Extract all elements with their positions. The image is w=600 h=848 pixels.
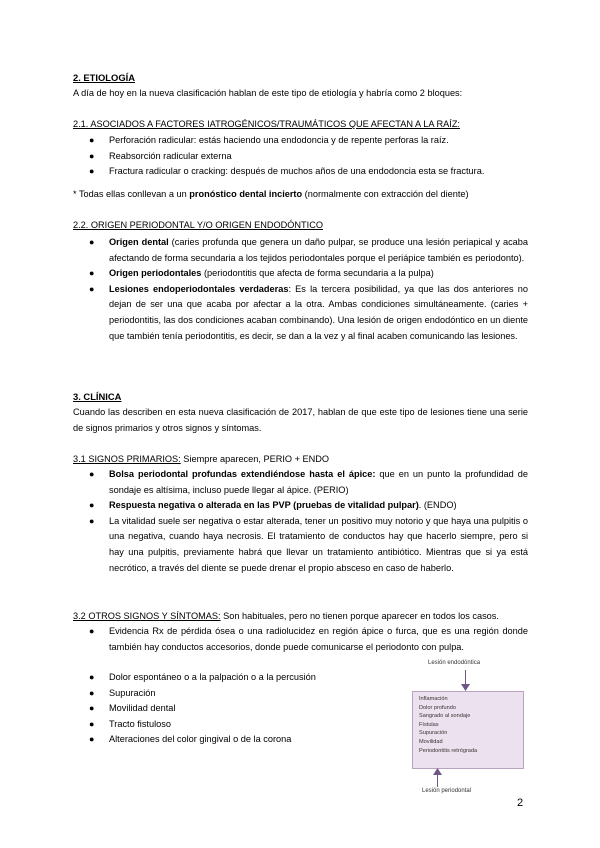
diagram-item: Supuración bbox=[419, 730, 448, 737]
list-item: ● Lesiones endoperiodontales verdaderas: Es la tercera posibilidad, ya que las dos anteriores no dejan de ser una que acaba por afectar a la otra. Ambas condiciones simultáneamente. (caries + periodontitis, las dos condiciones acaban combinando). Una lesión de origen endodóntico en un diente que también tenía periodontitis, es decir, se dan a la vez y al final acaben comunicando las lesiones. bbox=[89, 283, 528, 341]
section-3-2-list-rest bbox=[73, 670, 403, 748]
section-3-title: 3. CLÍNICA bbox=[73, 391, 122, 402]
bullet-icon: ● bbox=[89, 135, 95, 145]
section-3-intro: Cuando las describen en esta nueva clasificación de 2017, hablan de que este tipo de lesiones tiene una serie de signos primarios y otros signos y síntomas. bbox=[73, 407, 528, 433]
section-2-intro: A día de hoy en la nueva clasificación hablan de este tipo de etiología y habría como 2 bloques: bbox=[73, 88, 463, 98]
diagram-item: Movilidad bbox=[419, 738, 443, 745]
list-item: ● Origen dental (caries profunda que genera un daño pulpar, se produce una lesión periapical y acaba afectando de forma secundaria a los tejidos periodontales porque el periápice también es periodonto). bbox=[89, 237, 528, 263]
list-item: ● Dolor espontáneo o a la palpación o a la percusión bbox=[73, 670, 403, 686]
list-item: ● Respuesta negativa o alterada en las PVP (pruebas de vitalidad pulpar). (ENDO) bbox=[73, 498, 528, 514]
bullet-icon: ● bbox=[89, 283, 95, 294]
diagram-item: Inflamación bbox=[419, 696, 448, 702]
page-number: 2 bbox=[517, 797, 524, 809]
list-item: ● Fractura radicular o cracking: después de muchos años de una endodoncia esta se fractura. bbox=[73, 164, 528, 180]
list-item: ● Origen periodontales (periodontitis que afecta de forma secundaria a la pulpa) bbox=[73, 266, 528, 282]
bullet-icon: ● bbox=[89, 150, 95, 161]
bullet-icon: ● bbox=[89, 734, 95, 745]
section-2-1-note: * Todas ellas conllevan a un pronóstico dental incierto (normalmente con extracción del diente) bbox=[73, 189, 469, 199]
list-item: ● Tracto fistuloso bbox=[73, 717, 403, 733]
bullet-icon: ● bbox=[89, 166, 95, 177]
section-2-1-list bbox=[73, 133, 528, 180]
bullet-icon: ● bbox=[89, 626, 95, 636]
diagram-bottom-label: Lesión periodontal bbox=[422, 788, 472, 794]
list-item: ● La vitalidad suele ser negativa o estar alterada, tener un positivo muy notorio y que haya una pulpitis o una negativa, cuando haya necrosis. El tratamiento de conductos hay que hacerlo siempre, pero si hay una pulpitis, previamente habrá que llevar un tratamiento antibiótico. Mientras que si ya está necrótico, a través del diente se puede drenar el propio absceso en caso de haberlo. bbox=[89, 515, 528, 573]
bullet-icon: ● bbox=[89, 703, 95, 714]
section-2-2-list bbox=[73, 235, 528, 344]
bullet-icon: ● bbox=[89, 672, 95, 682]
section-2-2-heading: 2.2. ORIGEN PERIODONTAL Y/O ORIGEN ENDODÓNTICO bbox=[73, 220, 323, 230]
list-item: ● Perforación radicular: estás haciendo una endodoncia y de repente perforas la raíz. bbox=[73, 133, 528, 149]
list-item: ● Bolsa periodontal profundas extendiéndose hasta el ápice: que en un punto la profundidad de sondaje es altísima, incluso puede llegar al ápice. (PERIO) bbox=[89, 469, 528, 495]
section-3-2-heading: 3.2 OTROS SIGNOS Y SÍNTOMAS: Son habituales, pero no tienen porque aparecer en todos los casos. bbox=[73, 611, 499, 621]
list-item: ● Alteraciones del color gingival o de la corona bbox=[73, 732, 403, 748]
list-item: ● Evidencia Rx de pérdida ósea o una radiolucidez en región ápice o furca, que es una región donde también hay conductos accesorios, donde puede comunicarse el periodonto con pulpa. bbox=[89, 626, 528, 652]
diagram-item: Dolor profundo bbox=[419, 704, 457, 711]
diagram-item: Fístulas bbox=[419, 721, 439, 728]
section-3-1-list bbox=[73, 467, 528, 576]
section-2-title: 2. ETIOLOGÍA bbox=[73, 72, 135, 83]
diagram-symptom-box bbox=[412, 691, 524, 769]
section-3-1-heading: 3.1 SIGNOS PRIMARIOS: Siempre aparecen, PERIO + ENDO bbox=[73, 454, 330, 464]
list-item: ● Supuración bbox=[73, 686, 403, 702]
diagram-item: Periodontitis retrógrada bbox=[419, 747, 478, 754]
bullet-icon: ● bbox=[89, 500, 95, 511]
list-item: ● Movilidad dental bbox=[73, 701, 403, 717]
list-item: ● Reabsorción radicular externa bbox=[73, 149, 528, 165]
bullet-icon: ● bbox=[89, 469, 95, 479]
bullet-icon: ● bbox=[89, 268, 95, 279]
bullet-icon: ● bbox=[89, 687, 95, 698]
bullet-icon: ● bbox=[89, 718, 95, 729]
diagram-item: Sangrado al sondaje bbox=[419, 713, 471, 720]
section-3-2-list-first bbox=[73, 624, 528, 655]
arrow-up-connector bbox=[437, 775, 438, 787]
bullet-icon: ● bbox=[89, 237, 95, 247]
section-2-1-heading: 2.1. ASOCIADOS A FACTORES IATROGÉNICOS/TRAUMÁTICOS QUE AFECTAN A LA RAÍZ: bbox=[73, 119, 460, 129]
bullet-icon: ● bbox=[89, 515, 95, 526]
diagram-top-label: Lesión endodóntica bbox=[428, 660, 481, 666]
endo-perio-diagram bbox=[408, 657, 532, 799]
